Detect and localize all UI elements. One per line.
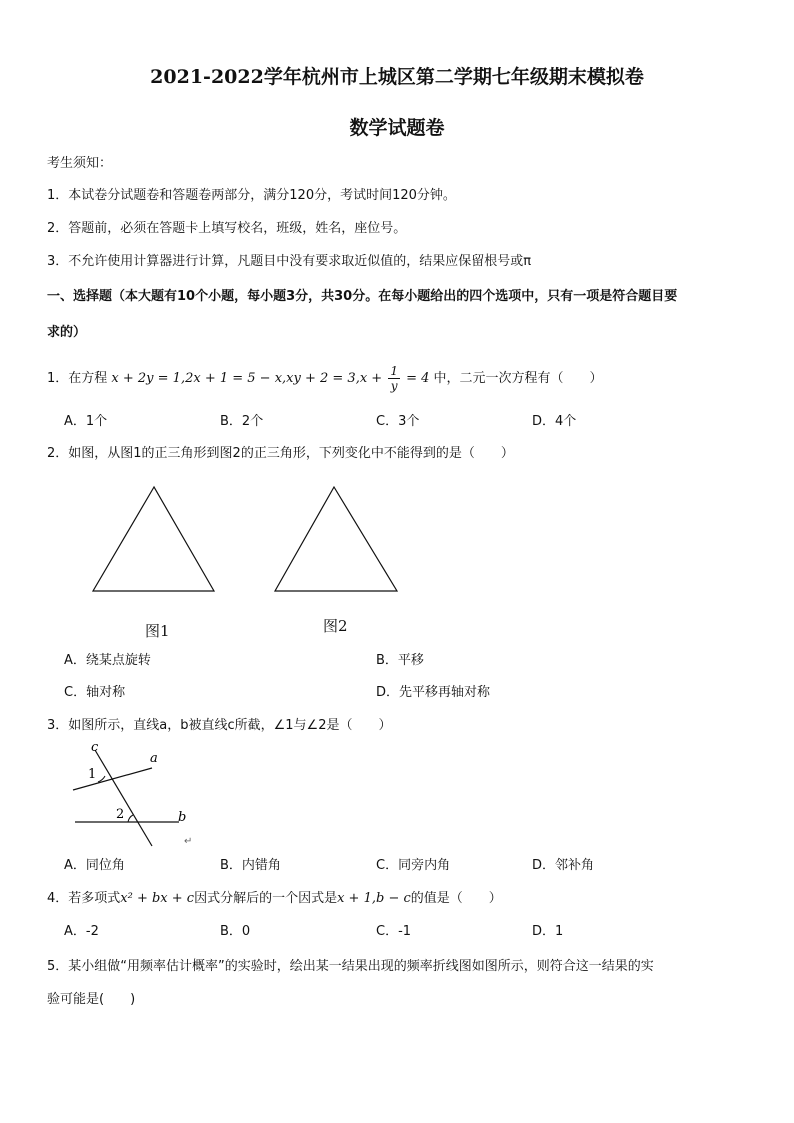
q2-option-a: A．绕某点旋转: [64, 653, 151, 668]
q2-figure: [85, 480, 425, 600]
q1-option-d: D．4个: [532, 414, 577, 429]
notice-heading: 考生须知：: [47, 156, 113, 171]
section-heading-line2: 求的）: [47, 325, 87, 340]
q4-poly: x² + bx + c: [120, 891, 195, 906]
q4-suffix: 的值是（ ）: [410, 891, 502, 906]
q1-option-a: A．1个: [64, 414, 108, 429]
label-angle-1: 1: [88, 767, 97, 782]
q1-equation: x + 2y = 1,2x + 1 = 5 − x,xy + 2 = 3,x +: [111, 371, 383, 386]
question-1: [47, 362, 603, 396]
question-5-line1: 5．某小组做“用频率估计概率”的实验时，绘出某一结果出现的频率折线图如图所示，则符合这一结果的实: [47, 959, 654, 974]
line-a: [73, 768, 152, 790]
q4-option-b: B．0: [220, 924, 251, 939]
q1-suffix: 中，二元一次方程有（ ）: [433, 371, 603, 386]
fig2-caption: 图2: [323, 617, 348, 635]
q4-factor: x + 1,b − c: [337, 891, 411, 906]
notice-item-1: 1．本试卷分试题卷和答题卷两部分，满分120分，考试时间120分钟。: [47, 188, 456, 203]
notice-item-3: 3．不允许使用计算器进行计算，凡题目中没有要求取近似值的，结果应保留根号或π: [47, 254, 532, 269]
q2-option-d: D．先平移再轴对称: [376, 685, 491, 700]
label-a: a: [150, 751, 158, 766]
question-2: 2．如图，从图1的正三角形到图2的正三角形，下列变化中不能得到的是（ ）: [47, 446, 514, 461]
notice-item-2: 2．答题前，必须在答题卡上填写校名，班级，姓名，座位号。: [47, 221, 407, 236]
q1-eq-tail: = 4: [406, 371, 430, 386]
q1-frac-den: y: [390, 379, 398, 393]
page-subtitle: 数学试题卷: [349, 117, 445, 139]
q1-option-c: C．3个: [376, 414, 420, 429]
q1-frac-num: 1: [390, 364, 398, 378]
triangle-fig1: [93, 487, 214, 591]
angle-2-arc: [128, 815, 133, 822]
label-b: b: [178, 810, 187, 825]
q3-option-d: D．邻补角: [532, 858, 595, 873]
q1-prefix: 1．在方程: [47, 371, 108, 386]
question-3: 3．如图所示，直线a，b被直线c所截，∠1与∠2是（ ）: [47, 718, 392, 733]
q3-option-a: A．同位角: [64, 858, 125, 873]
line-c: [95, 750, 152, 846]
label-angle-2: 2: [116, 807, 125, 822]
return-mark: ↵: [184, 836, 193, 847]
triangle-fig2: [275, 487, 397, 591]
q4-option-a: A．-2: [64, 924, 99, 939]
question-5-line2: 验可能是( ): [47, 992, 136, 1007]
q1-fraction: [388, 364, 400, 393]
section-heading-line1: 一、选择题（本大题有10个小题，每小题3分，共30分。在每小题给出的四个选项中，只有一项是符合题目要: [47, 289, 678, 304]
fig1-caption: 图1: [145, 622, 170, 640]
q4-option-c: C．-1: [376, 924, 412, 939]
q3-option-b: B．内错角: [220, 858, 281, 873]
q1-option-b: B．2个: [220, 414, 264, 429]
question-4: [47, 887, 502, 906]
q2-option-c: C．轴对称: [64, 685, 126, 700]
label-c: c: [91, 740, 99, 755]
q4-mid: 因式分解后的一个因式是: [194, 891, 338, 906]
q3-figure: [65, 738, 205, 848]
q4-prefix: 4．若多项式: [47, 891, 121, 906]
q4-option-d: D．1: [532, 924, 564, 939]
q3-option-c: C．同旁内角: [376, 858, 451, 873]
page-title: 2021-2022学年杭州市上城区第二学期七年级期末模拟卷: [150, 66, 644, 88]
q2-option-b: B．平移: [376, 653, 424, 668]
